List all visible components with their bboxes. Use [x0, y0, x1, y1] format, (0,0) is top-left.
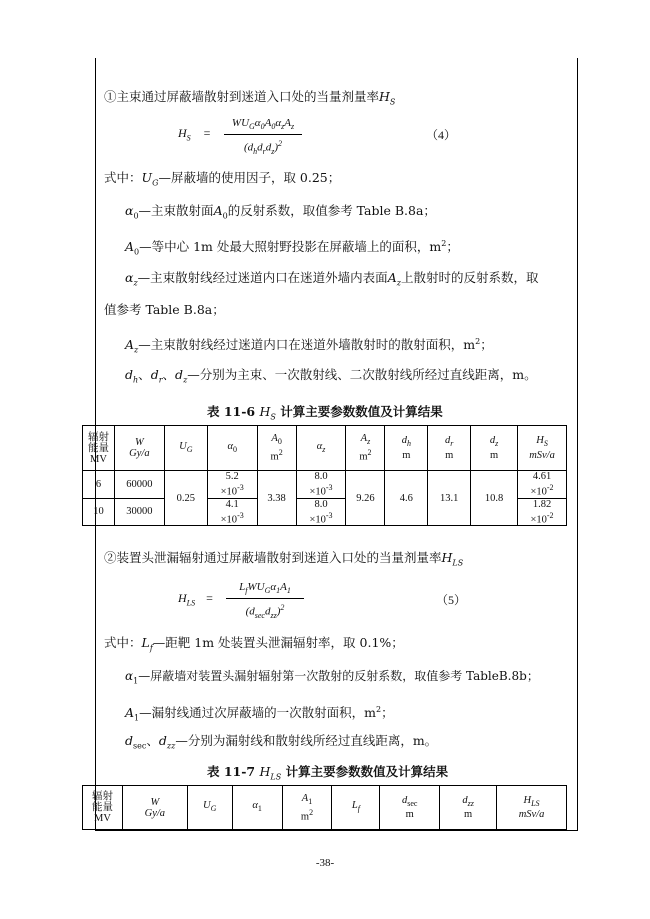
th-alpha0: $\alpha_0$ [207, 426, 257, 471]
eq5-lhs: $H_{LS}$ = [178, 591, 213, 608]
cell-hs: 1.82 $\times 10^{-2}$ [518, 498, 567, 526]
eq5-fraction-bar [226, 598, 304, 599]
cell-alphaz: 8.0 $\times 10^{-3}$ [296, 471, 346, 499]
def-a0: $A_0—$等中心 1m 处最大照射野投影在屏蔽墙上的面积，$m^2$； [125, 239, 459, 257]
cell-alpha0: 4.1 $\times 10^{-3}$ [207, 498, 257, 526]
eq5-numerator: $L_fWU_G\alpha_1A_1$ [239, 581, 291, 596]
def-dsec-dzz: $d_{sec}$、$d_{zz}—$分别为漏射线和散射线所经过直线距离，m。 [125, 733, 438, 751]
th-hls: $H_{LS}$ mSv/a [497, 786, 567, 830]
cell-mv: 6 [83, 471, 115, 499]
th-dr: $d_r$ m [428, 426, 471, 471]
th-alphaz: $\alpha_z$ [296, 426, 346, 471]
cell-dh: 4.6 [385, 471, 428, 526]
eq5-number: （5） [436, 593, 467, 607]
cell-az: 9.26 [346, 471, 385, 526]
th-alpha1: $\alpha_1$ [232, 786, 282, 830]
th-dh: $d_h$ m [385, 426, 428, 471]
th-hs: $H_S$ mSv/a [518, 426, 567, 471]
section1-heading: ①主束通过屏蔽墙散射到迷道入口处的当量剂量率$H_S$ [104, 89, 396, 107]
table1-caption: 表 11-6 $H_S$ 计算主要参数数值及计算结果 [207, 404, 443, 422]
def-alphaz-cont: 值参考 Table B.8a； [104, 302, 225, 317]
def-a1: $A_1—$漏射线通过次屏蔽墙的一次散射面积，$m^2$； [125, 705, 394, 723]
eq5-denominator: $(d_{sec}d_{zz})^2$ [245, 603, 285, 620]
cell-w: 30000 [114, 498, 164, 526]
th-dz: $d_z$ m [471, 426, 518, 471]
page-number: -38- [315, 857, 335, 869]
eq4-number: （4） [426, 128, 457, 142]
eq4-lhs: $H_S$ = [178, 126, 211, 143]
eq4-denominator: $(d_hd_rd_z)^2$ [243, 139, 283, 156]
th-az: $A_z$ $m^2$ [346, 426, 385, 471]
cell-w: 60000 [114, 471, 164, 499]
cell-ug: 0.25 [164, 471, 207, 526]
cell-alpha0: 5.2 $\times 10^{-3}$ [207, 471, 257, 499]
table-row [83, 471, 567, 499]
th-energy: 辐射 能量 MV [83, 426, 115, 471]
cell-hs: 4.61 $\times 10^{-2}$ [518, 471, 567, 499]
cell-alphaz: 8.0 $\times 10^{-3}$ [296, 498, 346, 526]
th-a1: $A_1$ $m^2$ [282, 786, 332, 830]
def-az: $A_z—$主束散射线经过迷道内口在迷道外墙散射时的散射面积，$m^2$； [125, 337, 493, 355]
section2-heading: ②装置头泄漏辐射通过屏蔽墙散射到迷道入口处的当量剂量率$H_{LS}$ [104, 550, 464, 568]
def-alphaz: $\alpha_z—$主束散射线经过迷道内口在迷道外墙内表面$A_z$上散射时的反射系数，取 [125, 270, 539, 288]
th-energy: 辐射 能量 MV [83, 786, 123, 830]
th-w: W Gy/a [122, 786, 187, 830]
table1 [82, 425, 567, 526]
eq4-fraction-bar [224, 134, 302, 135]
cell-dr: 13.1 [428, 471, 471, 526]
th-w: W Gy/a [114, 426, 164, 471]
cell-mv: 10 [83, 498, 115, 526]
cell-dz: 10.8 [471, 471, 518, 526]
th-dsec: $d_{sec}$ m [380, 786, 440, 830]
def-lf: 式中：$L_f—$距靶 1m 处装置头泄漏辐射率，取 0.1%； [104, 635, 404, 653]
cell-a0: 3.38 [257, 471, 296, 526]
def-ug: 式中：$U_G—$屏蔽墙的使用因子，取 0.25； [104, 170, 341, 188]
def-distances: $d_h$、$d_r$、$d_z—$分别为主束、一次散射线、二次散射线所经过直线距离，m。 [125, 367, 537, 385]
table2-header-row [83, 786, 567, 830]
th-ug: $U_G$ [187, 786, 232, 830]
eq4-numerator: $WU_G\alpha_0A_0\alpha_zA_z$ [231, 117, 295, 132]
table1-header-row [83, 426, 567, 471]
table2-caption: 表 11-7 $H_{LS}$ 计算主要参数数值及计算结果 [207, 764, 449, 782]
th-ug: $U_G$ [164, 426, 207, 471]
def-alpha0: $\alpha_0—$主束散射面$A_0$的反射系数，取值参考 Table B.8a； [125, 203, 436, 221]
table2 [82, 785, 567, 830]
th-dzz: $d_{zz}$ m [440, 786, 497, 830]
th-a0: $A_0$ $m^2$ [257, 426, 296, 471]
def-alpha1: $\alpha_1—$屏蔽墙对装置头漏射辐射第一次散射的反射系数，取值参考 TableB.8b； [125, 669, 539, 686]
th-lf: $L_f$ [332, 786, 380, 830]
